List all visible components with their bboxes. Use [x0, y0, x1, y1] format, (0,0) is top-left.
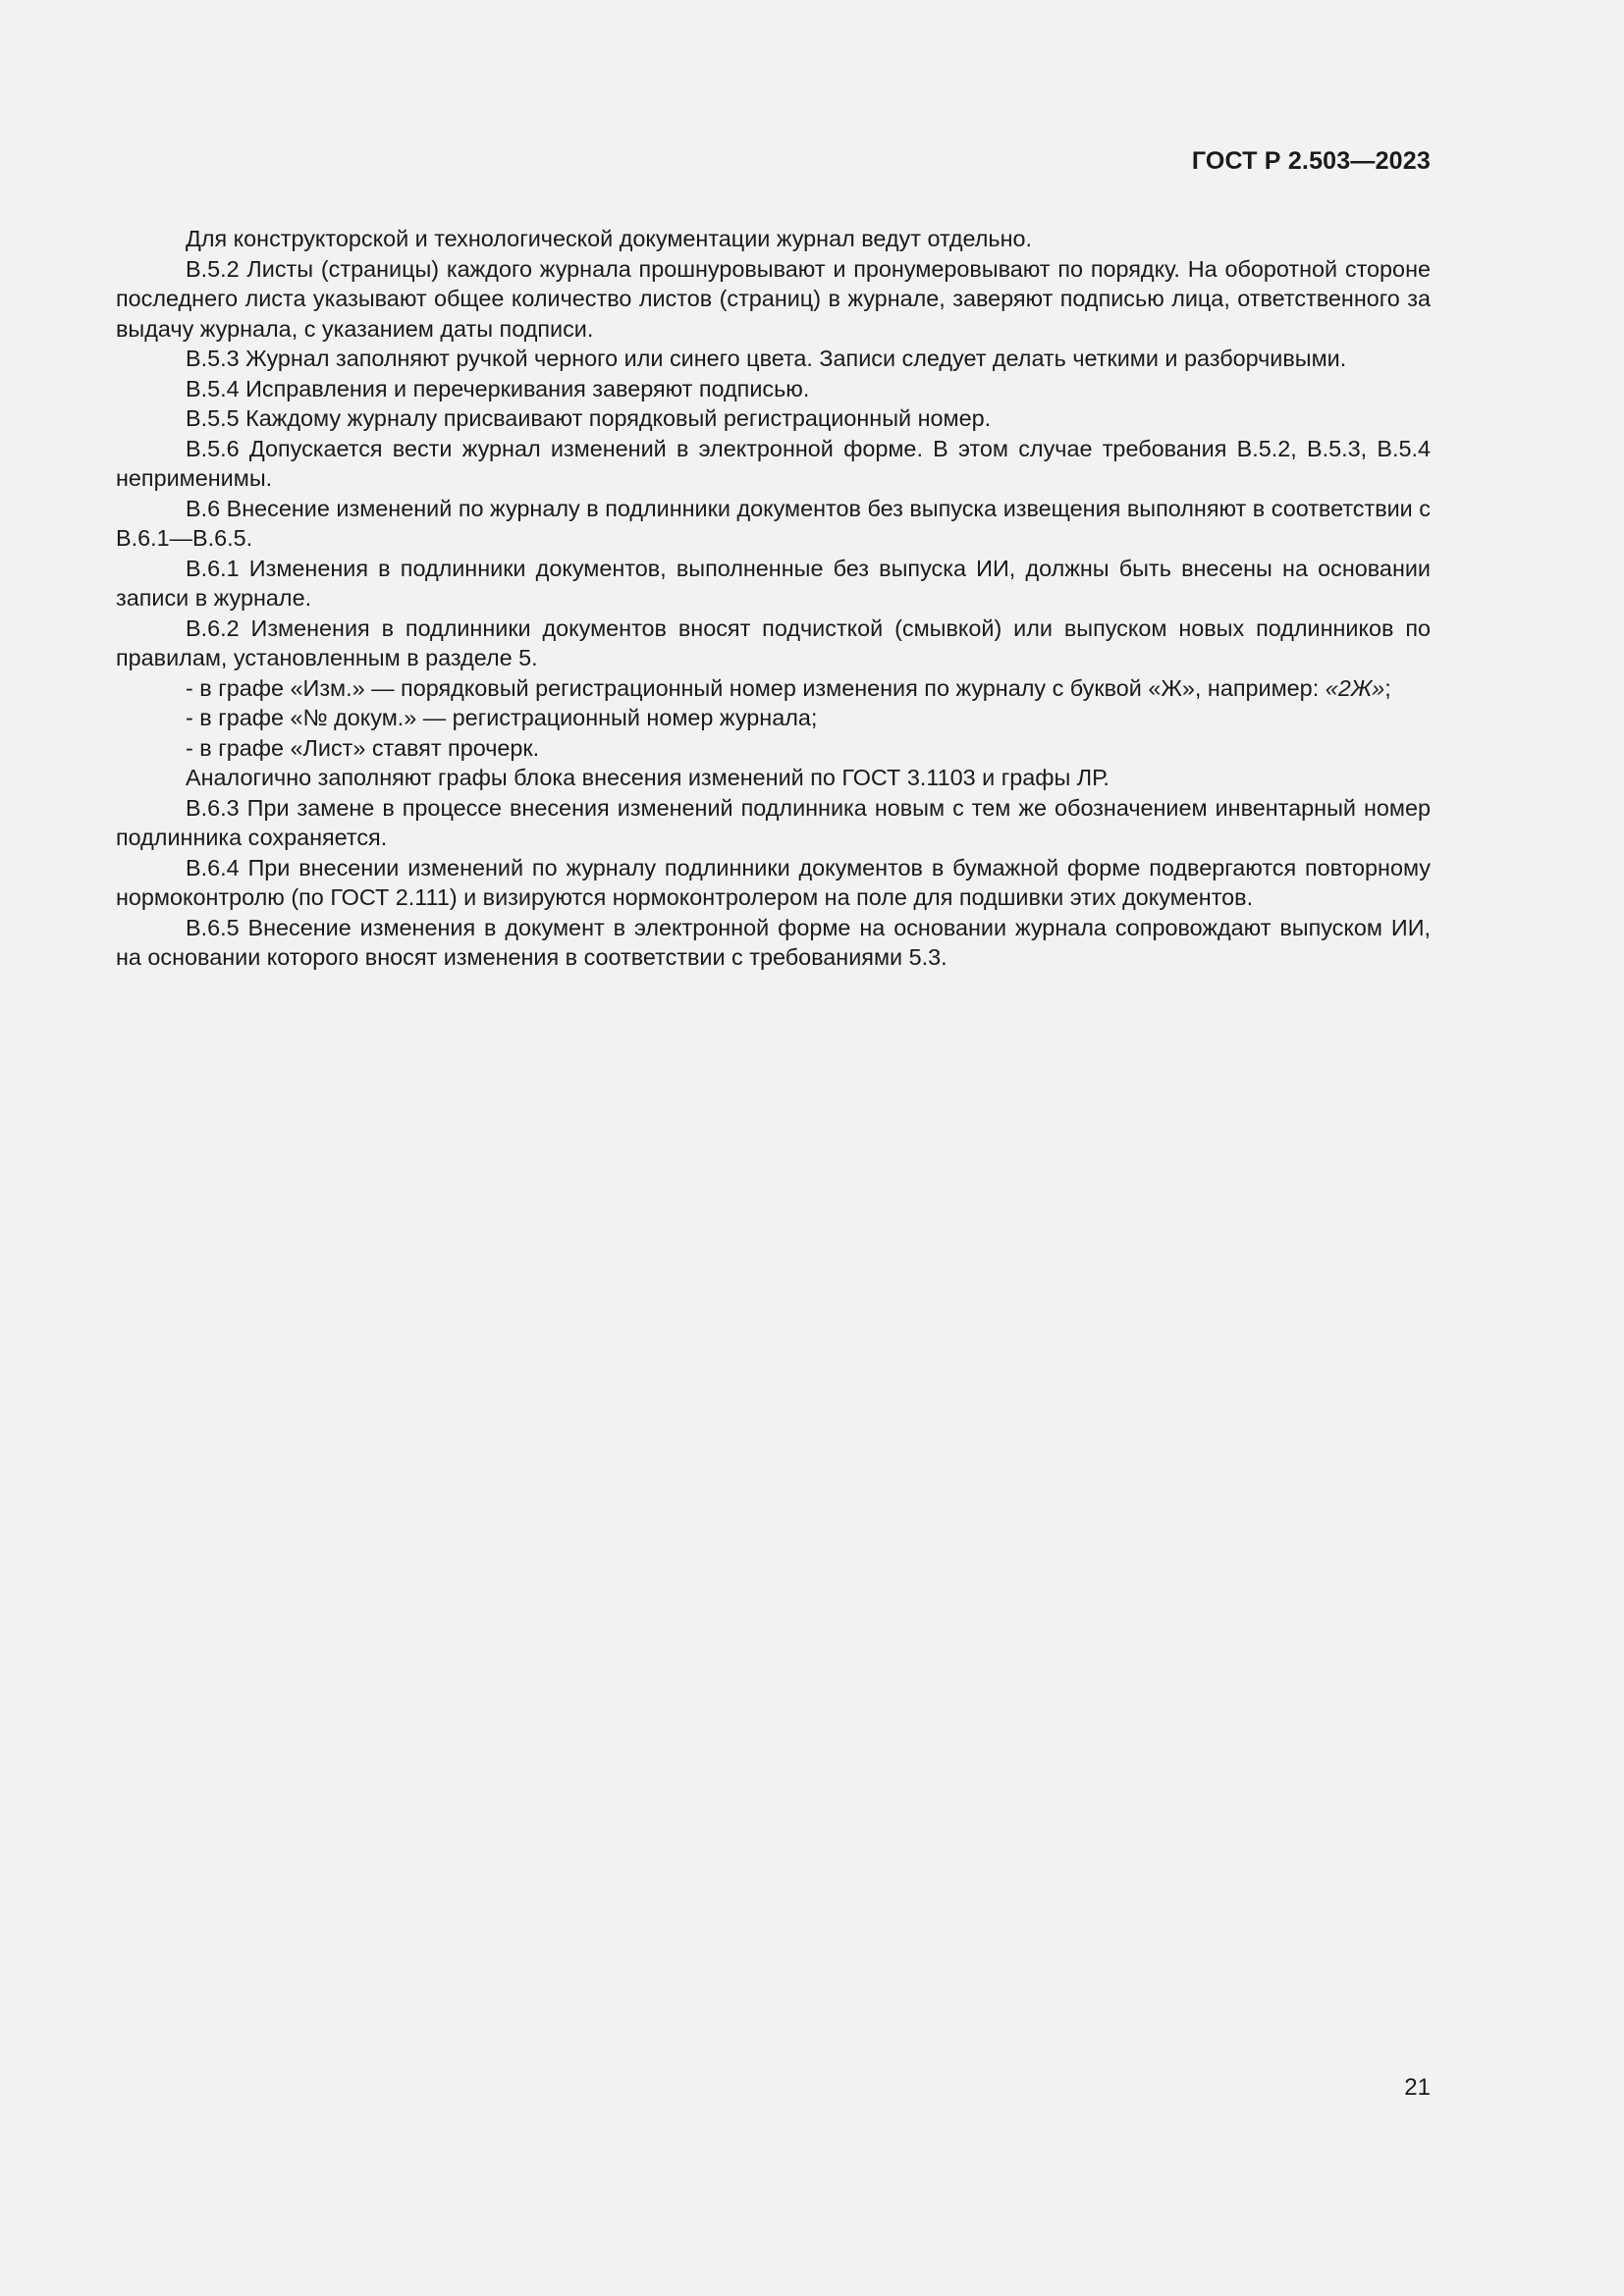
paragraph-b-5-2: В.5.2 Листы (страницы) каждого журнала прошнуровывают и пронумеровывают по порядку. На оборотной стороне последнего листа указывают общее количество листов (страниц) в журнале, заверяют подписью лица, ответственного за выдачу журнала, с указанием даты подписи.: [116, 255, 1431, 342]
document-body: [116, 224, 1431, 973]
list-item-text: - в графе «Изм.» — порядковый регистрационный номер изменения по журналу с буквой «Ж», например:: [186, 674, 1326, 701]
paragraph-b-6-3: В.6.3 При замене в процессе внесения изменений подлинника новым с тем же обозначением инвентарный номер подлинника сохраняется.: [116, 794, 1431, 850]
paragraph-b-5-4: В.5.4 Исправления и перечеркивания заверяют подписью.: [186, 375, 810, 401]
list-item-izm: [116, 673, 1431, 704]
paragraph-b-5-6: В.5.6 Допускается вести журнал изменений в электронной форме. В этом случае требования В.5.2, В.5.3, В.5.4 неприменимы.: [116, 435, 1431, 491]
list-item-list: - в графе «Лист» ставят прочерк.: [186, 734, 540, 761]
document-code-header: ГОСТ Р 2.503—2023: [1191, 147, 1431, 175]
paragraph-b-6-4: В.6.4 При внесении изменений по журналу подлинники документов в бумажной форме подвергаются повторному нормоконтролю (по ГОСТ 2.111) и визируются нормоконтролером на поле для подшивки этих документов.: [116, 854, 1431, 910]
list-item-dokum: - в графе «№ докум.» — регистрационный номер журнала;: [186, 705, 818, 730]
paragraph-b-6: В.6 Внесение изменений по журналу в подлинники документов без выпуска извещения выполняют в соответствии с В.6.1—В.6.5.: [116, 495, 1431, 551]
paragraph: Для конструкторской и технологической документации журнал ведут отдельно.: [186, 226, 1033, 251]
paragraph-b-5-3: В.5.3 Журнал заполняют ручкой черного или синего цвета. Записи следует делать четкими и разборчивыми.: [186, 346, 1347, 371]
paragraph-b-6-1: В.6.1 Изменения в подлинники документов, выполненные без выпуска ИИ, должны быть внесены на основании записи в журнале.: [116, 555, 1431, 611]
page-number: 21: [1404, 2074, 1431, 2101]
paragraph-b-6-2: В.6.2 Изменения в подлинники документов вносят подчисткой (смывкой) или выпуском новых подлинников по правилам, установленным в разделе 5.: [116, 614, 1431, 670]
paragraph-b-5-5: В.5.5 Каждому журналу присваивают порядковый регистрационный номер.: [186, 405, 992, 431]
example-value: «2Ж»: [1325, 674, 1385, 701]
list-item-suffix: ;: [1384, 674, 1391, 701]
paragraph-b-6-5: В.6.5 Внесение изменения в документ в электронной форме на основании журнала сопровождают выпуском ИИ, на основании которого вносят изменения в соответствии с требованиями 5.3.: [116, 914, 1431, 970]
paragraph: Аналогично заполняют графы блока внесения изменений по ГОСТ 3.1103 и графы ЛР.: [186, 765, 1110, 790]
